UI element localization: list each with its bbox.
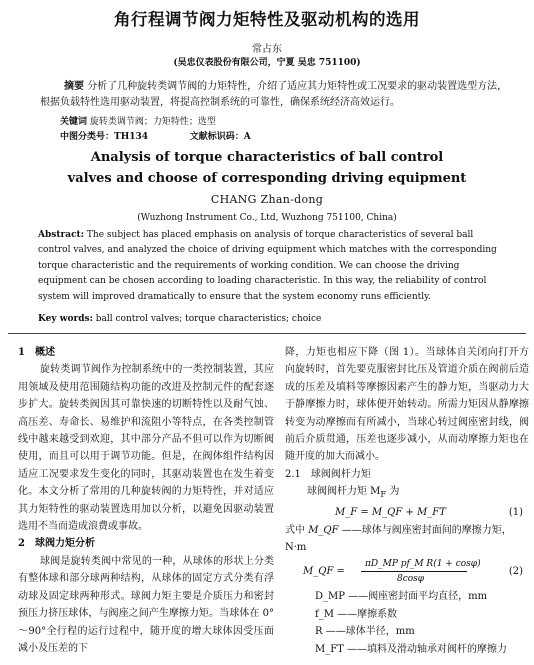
definition-dmp: D_MP ——阀座密封面平均直径，mm (315, 591, 488, 603)
section-divider (8, 333, 526, 334)
definition-mqf-symbol: M_QF (308, 524, 339, 536)
keywords-cn (60, 114, 216, 127)
paper-title-en-line1: Analysis of torque characteristics of ball control (90, 150, 444, 165)
keywords-en-text: ball control valves; torque characteristics; choice (95, 314, 322, 324)
section-2-paragraph: 球阀是旋转类阀中常见的一种，从球体的形状上分类有整体球和部分球两种结构，从球体的固定方式分类有浮动球及固定球两种形式。球阀力矩主要是介质压力和密封预压力挤压球体，与阀座之间产生摩擦力矩。当球体在 0°～90°全行程的运行过程中，随开度的增大球体因受压面减小及压差的下 (18, 555, 274, 654)
section-1-paragraph: 旋转类调节阀作为控制系统中的一类控制装置，其应用领域及使用范围随结构功能的改进及控制元件的配套逐步扩大。旋转类阀因其可靠快速的切断特性以及耐气蚀、高压差、寿命长、易维护和流阻小等特点，在各类控制管线中越来越受到欢迎，其中部分产品不但可以作为切断阀使用，而且可以用于调节功能。但是，在阀体组件结构因适应工况要求发生变化的同时，其驱动装置也在发生着变化。本文分析了常用的几种旋转阀的力矩特性，并对适应其力矩特性的驱动装置选用加以分析，以避免因驱动装置选用不当而造成浪费或事故。 (18, 364, 274, 533)
equation-2-number: (2) (508, 566, 523, 578)
section-2-1-intro (285, 483, 529, 503)
definition-r: R ——球体半径，mm (315, 626, 415, 638)
keywords-en-label: Key words: (38, 314, 93, 324)
definition-mft: M_FT ——填料及滑动轴承对阀杆的摩擦力 (315, 643, 508, 655)
definition-mqf (285, 522, 529, 557)
right-column-paragraph: 降，力矩也相应下降（图 1）。当球体自关闭向打开方向旋转时，首先要克服密封比压及管道介质在阀前后造成的压差及填料等摩擦因素产生的静力矩，当驱动力大于静摩擦力时，球体便开始转动。所需力矩因从静摩擦转变为动摩擦而有所减小，当球心转过阀座密封线，阀前后介质贯通，压差也逐步减小，从而动摩擦力矩也在随开度的加大而减小。 (285, 347, 529, 463)
clc-label: 中图分类号： (60, 132, 115, 142)
doc-code-value: A (243, 132, 251, 142)
equation-2 (285, 556, 529, 588)
affiliation-en: (Wuzhong Instrument Co., Ltd, Wuzhong 751100, China) (137, 213, 397, 223)
equation-1-expr: M_F = M_QF + M_FT (335, 506, 446, 518)
keywords-cn-label: 关键词 (60, 117, 88, 127)
equation-1 (285, 504, 529, 522)
section-2-1-heading: 2.1 球阀阀杆力矩 (285, 468, 371, 480)
abstract-en-text: The subject has placed emphasis on analysis of torque characteristics of several ball control valves, and analyzed the choice of driving equipment which matches with the corresponding torque characteristic and the requirements of working condition. We can choose the driving equipment can be chosen according to loading characteristic. In this way, the reliability of control system will improved dramatically to ensure that the system economy runs efficiently. (38, 230, 497, 302)
intro-text: 球阀阀杆力矩 M (307, 486, 381, 498)
abstract-cn-label: 摘要 (64, 81, 84, 92)
section-1-heading: 1 概述 (18, 347, 55, 358)
paper-title-cn: 角行程调节阀力矩特性及驱动机构的选用 (114, 10, 420, 29)
clc-value: TH134 (114, 132, 149, 142)
body-right-column (285, 344, 529, 658)
abstract-en (38, 228, 508, 305)
definition-mqf-text: ——球体与阀座密封面间的摩擦力矩，N·m (285, 524, 512, 554)
classification-cn (60, 129, 251, 142)
author-cn: 常占东 (252, 44, 282, 55)
intro-sub: F (380, 489, 387, 500)
abstract-en-label: Abstract: (38, 230, 85, 240)
equation-2-lhs: M_QF = (303, 566, 345, 578)
author-en: CHANG Zhan-dong (210, 193, 324, 206)
equation-2-numerator: πD_MP pf_M R(1 + cosφ) (365, 559, 481, 570)
abstract-cn (40, 79, 510, 111)
intro-tail: 为 (386, 486, 400, 498)
section-2-heading: 2 球阀力矩分析 (18, 538, 95, 550)
definition-lead: 式中 (285, 524, 305, 536)
equation-2-denominator: 8cosφ (397, 574, 425, 585)
paper-title-en-line2: valves and choose of corresponding driving equipment (67, 171, 467, 186)
body-left-column (18, 344, 274, 657)
affiliation-cn: (吴忠仪表股份有限公司，宁夏 吴忠 751100) (173, 58, 361, 68)
paper-title-en (0, 147, 534, 189)
definition-fm: f_M ——摩擦系数 (315, 608, 398, 620)
equation-1-number: (1) (508, 506, 523, 518)
keywords-cn-text: 旋转类调节阀；力矩特性；选型 (89, 117, 216, 127)
abstract-cn-text: 分析了几种旋转类调节阀的力矩特性，介绍了适应其力矩特性或工况要求的驱动装置选型方法，根据负载特性选用驱动装置，将提高控制系统的可靠性，确保系统经济高效运行。 (40, 81, 508, 108)
doc-code-label: 文献标识码： (189, 132, 244, 142)
keywords-en (38, 314, 321, 324)
